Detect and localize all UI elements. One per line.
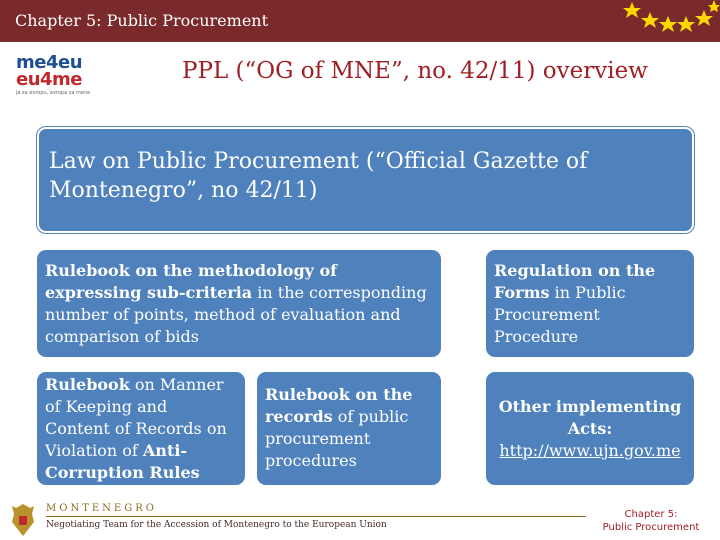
rulebook-anticorruption-box	[37, 372, 245, 485]
regulation-forms-text: in Public Procurement Procedure	[494, 283, 626, 346]
footer-text: Negotiating Team for the Accession of Montenegro to the European Union	[46, 520, 387, 530]
ujn-link[interactable]: http://www.ujn.gov.me	[499, 441, 681, 460]
law-box: Law on Public Procurement (“Official Gazette of Montenegro”, no 42/11)	[37, 127, 694, 233]
chapter-title: Chapter 5: Public Procurement	[15, 11, 269, 30]
footer-chapter	[596, 508, 706, 534]
footer-chapter-line2: Public Procurement	[602, 522, 700, 533]
rulebook-methodology-box	[37, 250, 441, 357]
logo-me4: me4	[16, 52, 58, 73]
rulebook-methodology-bold: Rulebook on the methodology of expressing sub-criteria	[45, 261, 338, 302]
top-bar	[0, 0, 720, 42]
logo-tagline: ja za evropu, evropa za mene	[16, 90, 91, 96]
other-acts-label: Other implementing Acts:	[498, 397, 682, 438]
regulation-forms-box	[486, 250, 694, 357]
rulebook-records-box	[257, 372, 441, 485]
rulebook-anticorruption-text: on Manner of Keeping and Content of Records on Violation of	[45, 375, 227, 460]
footer-chapter-line1: Chapter 5:	[624, 509, 678, 520]
logo-eu4: eu4	[16, 69, 53, 90]
page-title: PPL (“OG of MNE”, no. 42/11) overview	[182, 58, 648, 84]
rulebook-anticorruption-bold1: Rulebook	[45, 375, 130, 394]
rulebook-records-bold: Rulebook on the records	[265, 385, 413, 426]
rulebook-records-text: of public procurement procedures	[265, 407, 409, 470]
montenegro-crest-icon	[8, 502, 38, 538]
rulebook-anticorruption-bold2: Anti-Corruption Rules	[45, 441, 200, 482]
other-acts-box	[486, 372, 694, 485]
rulebook-methodology-text: in the corresponding number of points, method of evaluation and comparison of bids	[45, 283, 427, 346]
footer-divider	[46, 516, 586, 517]
me4eu-logo	[16, 54, 108, 100]
logo-eu: eu	[58, 52, 83, 73]
footer-brand: MONTENEGRO	[46, 503, 157, 514]
logo-me: me	[52, 69, 83, 90]
regulation-forms-bold: Regulation on the Forms	[494, 261, 656, 302]
eu-stars-icon	[610, 0, 720, 42]
